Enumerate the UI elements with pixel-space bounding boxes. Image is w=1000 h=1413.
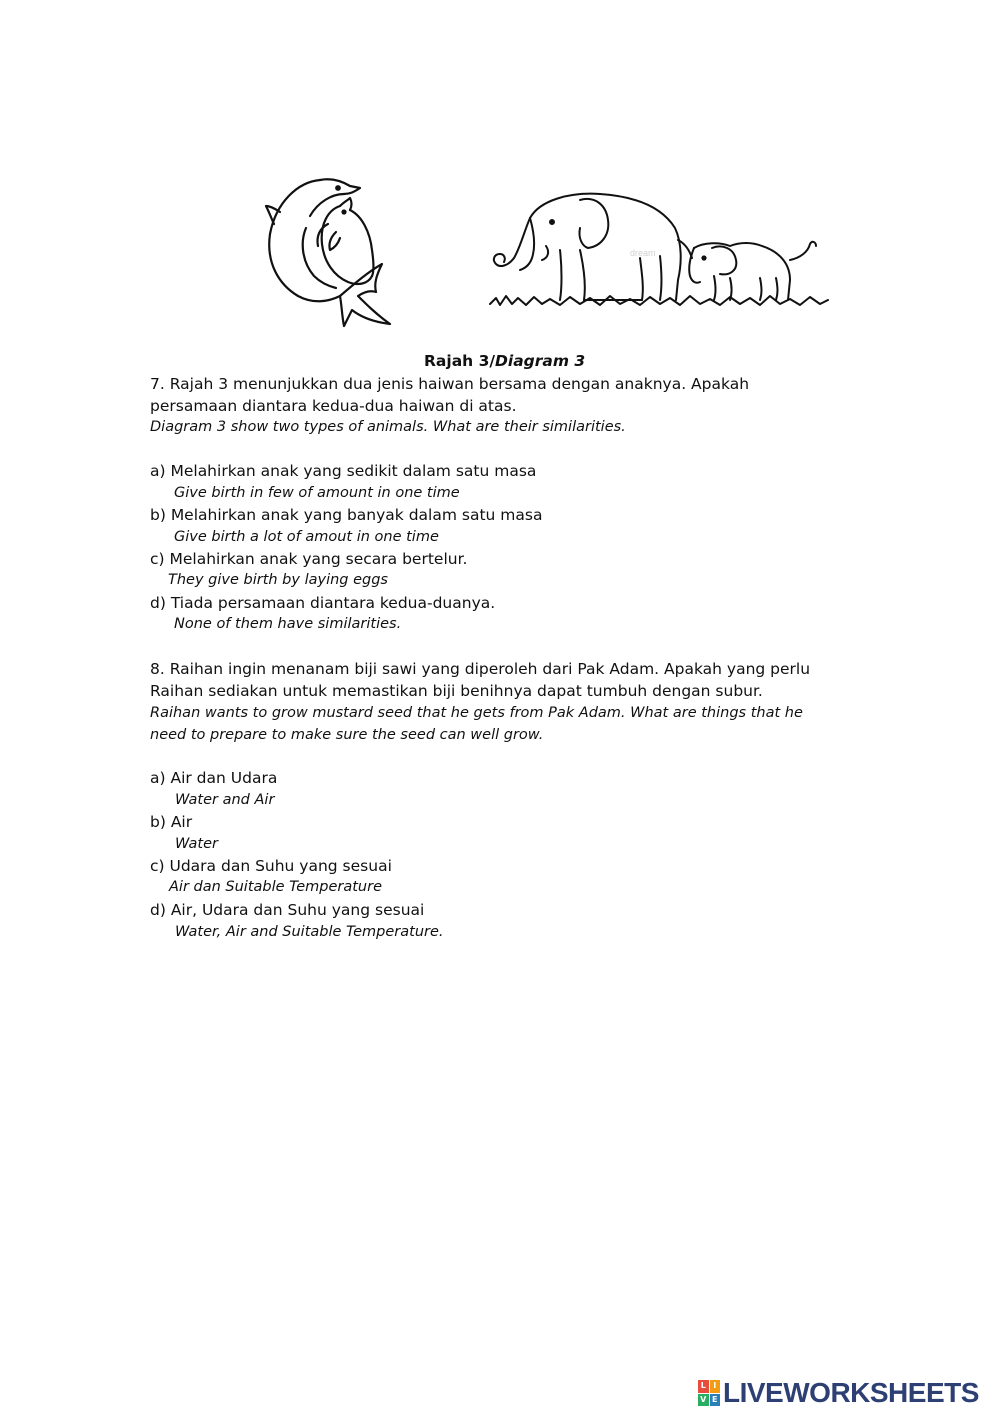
q8-english-line2: need to prepare to make sure the seed can well grow. — [150, 727, 544, 743]
q7-line1: 7. Rajah 3 menunjukkan dua jenis haiwan bersama dengan anaknya. Apakah — [150, 375, 750, 393]
q8-line2: Raihan sediakan untuk memastikan biji benihnya dapat tumbuh dengan subur. — [150, 682, 763, 700]
q7-english: Diagram 3 show two types of animals. What are their similarities. — [150, 419, 626, 435]
q7-option-c[interactable]: c) Melahirkan anak yang secara bertelur. — [150, 550, 468, 568]
q8-option-b[interactable]: b) Air — [150, 813, 193, 831]
q7-option-a-english: Give birth in few of amount in one time — [174, 485, 460, 501]
q7-option-b[interactable]: b) Melahirkan anak yang banyak dalam satu masa — [150, 506, 543, 524]
logo-badge-e: E — [710, 1394, 721, 1407]
caption-italic: Diagram 3 — [495, 352, 586, 370]
caption-bold: Rajah 3/ — [424, 352, 496, 370]
q8-option-c[interactable]: c) Udara dan Suhu yang sesuai — [150, 857, 392, 875]
q8-option-d-english: Water, Air and Suitable Temperature. — [175, 924, 444, 940]
elephants-illustration — [490, 188, 830, 313]
q7-option-d[interactable]: d) Tiada persamaan diantara kedua-duanya. — [150, 594, 496, 612]
q8-option-a[interactable]: a) Air dan Udara — [150, 769, 278, 787]
logo-badge-icon — [698, 1380, 720, 1406]
logo-text: LIVEWORKSHEETS — [723, 1377, 979, 1408]
logo-badge-v: V — [698, 1394, 709, 1407]
liveworksheets-logo[interactable] — [698, 1378, 979, 1408]
figure-caption — [424, 352, 585, 370]
q7-line2: persamaan diantara kedua-dua haiwan di atas. — [150, 397, 517, 415]
q7-option-c-english: They give birth by laying eggs — [168, 572, 388, 588]
q8-option-b-english: Water — [175, 836, 218, 852]
q7-option-a[interactable]: a) Melahirkan anak yang sedikit dalam satu masa — [150, 462, 537, 480]
q7-option-b-english: Give birth a lot of amout in one time — [174, 529, 439, 545]
q8-english-line1: Raihan wants to grow mustard seed that he gets from Pak Adam. What are things that he — [150, 705, 803, 721]
q8-option-a-english: Water and Air — [175, 792, 275, 808]
q7-option-d-english: None of them have similarities. — [174, 616, 402, 632]
logo-badge-l: L — [698, 1380, 709, 1393]
watermark-text: dream — [630, 248, 656, 258]
q8-option-c-english: Air dan Suitable Temperature — [169, 879, 383, 895]
q8-option-d[interactable]: d) Air, Udara dan Suhu yang sesuai — [150, 901, 425, 919]
q8-line1: 8. Raihan ingin menanam biji sawi yang diperoleh dari Pak Adam. Apakah yang perlu — [150, 660, 811, 678]
dolphin-illustration — [258, 172, 398, 327]
logo-badge-i: I — [710, 1380, 721, 1393]
